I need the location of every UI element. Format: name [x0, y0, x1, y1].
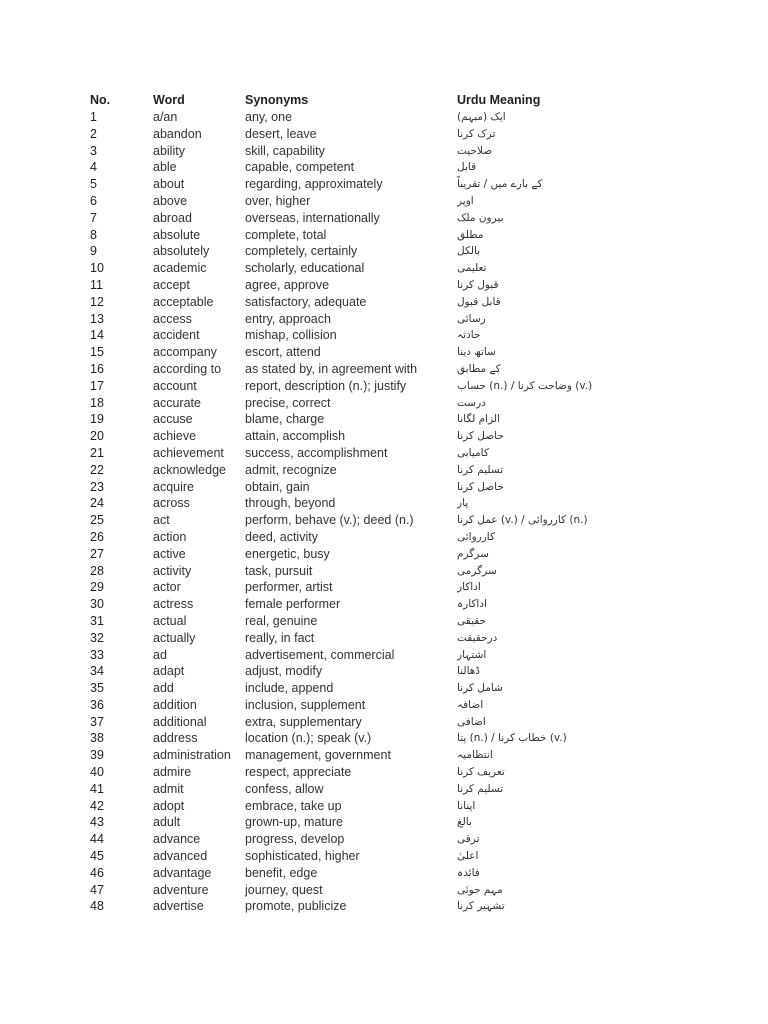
synonyms-cell: desert, leave [245, 126, 317, 141]
urdu-meaning-cell: بیرون ملک [457, 211, 504, 224]
table-row [90, 294, 690, 311]
synonyms-cell: agree, approve [245, 277, 330, 292]
word-cell: accept [153, 277, 190, 292]
synonyms-cell: include, append [245, 681, 334, 696]
synonyms-cell: female performer [245, 597, 341, 612]
row-number: 48 [90, 899, 104, 914]
table-row [90, 579, 690, 596]
word-cell: accompany [153, 345, 217, 360]
row-number: 33 [90, 647, 104, 662]
urdu-meaning-cell: قابل قبول [457, 295, 501, 308]
table-row [90, 882, 690, 899]
urdu-meaning-cell: ایک (مبہم) [457, 111, 506, 123]
table-row [90, 243, 690, 260]
word-cell: actress [153, 597, 194, 612]
row-number: 20 [90, 429, 104, 444]
row-number: 36 [90, 697, 104, 712]
synonyms-cell: perform, behave (v.); deed (n.) [245, 513, 414, 528]
urdu-meaning-cell: ڈھالنا [457, 665, 480, 678]
word-cell: active [153, 546, 186, 561]
urdu-meaning-cell: اضافہ [457, 698, 484, 711]
row-number: 2 [90, 126, 97, 141]
table-row [90, 495, 690, 512]
row-number: 46 [90, 865, 104, 880]
table-row [90, 479, 690, 496]
synonyms-cell: over, higher [245, 193, 311, 208]
urdu-meaning-cell: کے بارے میں / تقریباً [457, 178, 543, 191]
urdu-meaning-cell: سرگرم [457, 547, 489, 560]
urdu-meaning-cell: الزام لگانا [457, 413, 500, 426]
synonyms-cell: progress, develop [245, 832, 345, 847]
urdu-meaning-cell: حساب (n.) / وضاحت کرنا (v.) [457, 379, 593, 392]
header-urdu-meaning: Urdu Meaning [457, 93, 541, 107]
row-number: 24 [90, 496, 104, 511]
urdu-meaning-cell: اعلیٰ [457, 850, 479, 863]
row-number: 41 [90, 781, 104, 796]
synonyms-cell: benefit, edge [245, 865, 318, 880]
table-row [90, 411, 690, 428]
table-row [90, 361, 690, 378]
urdu-meaning-cell: حادثہ [457, 329, 481, 342]
table-row [90, 428, 690, 445]
header-synonyms: Synonyms [245, 93, 309, 107]
table-row [90, 210, 690, 227]
word-cell: acknowledge [153, 462, 226, 477]
row-number: 21 [90, 445, 104, 460]
word-cell: access [153, 311, 192, 326]
synonyms-cell: respect, appreciate [245, 765, 352, 780]
urdu-meaning-cell: تعریف کرنا [457, 766, 505, 779]
synonyms-cell: satisfactory, adequate [245, 294, 367, 309]
synonyms-cell: any, one [245, 110, 293, 124]
urdu-meaning-cell: اشتہار [457, 648, 487, 661]
word-cell: action [153, 529, 187, 544]
urdu-meaning-cell: حقیقی [457, 614, 487, 627]
row-number: 6 [90, 193, 97, 208]
word-cell: ad [153, 647, 167, 662]
urdu-meaning-cell: ترقی [457, 833, 480, 846]
urdu-meaning-cell: تشہیر کرنا [457, 900, 505, 913]
urdu-meaning-cell: انتظامیہ [457, 749, 493, 762]
urdu-meaning-cell: اپنانا [457, 799, 476, 812]
urdu-meaning-cell: قبول کرنا [457, 278, 499, 291]
row-number: 42 [90, 798, 104, 813]
synonyms-cell: really, in fact [245, 630, 315, 645]
urdu-meaning-cell: اوپر [457, 194, 474, 207]
vocabulary-sheet [90, 92, 690, 915]
table-row [90, 781, 690, 798]
word-cell: admit [153, 781, 184, 796]
row-number: 12 [90, 294, 104, 309]
row-number: 30 [90, 597, 104, 612]
urdu-meaning-cell: تعلیمی [457, 262, 487, 275]
synonyms-cell: sophisticated, higher [245, 849, 360, 864]
row-number: 22 [90, 462, 104, 477]
table-row [90, 344, 690, 361]
synonyms-cell: scholarly, educational [245, 261, 365, 276]
word-cell: act [153, 513, 170, 528]
word-cell: across [153, 496, 190, 511]
row-number: 13 [90, 311, 104, 326]
word-cell: advertise [153, 899, 204, 914]
word-cell: acquire [153, 479, 194, 494]
table-row [90, 227, 690, 244]
word-cell: advantage [153, 865, 212, 880]
synonyms-cell: deed, activity [245, 529, 318, 544]
word-cell: add [153, 681, 174, 696]
synonyms-cell: advertisement, commercial [245, 647, 395, 662]
word-cell: actor [153, 580, 181, 595]
row-number: 39 [90, 748, 104, 763]
word-cell: adopt [153, 798, 185, 813]
urdu-meaning-cell: پار [457, 497, 469, 510]
row-number: 31 [90, 613, 104, 628]
word-cell: actual [153, 613, 187, 628]
synonyms-cell: inclusion, supplement [245, 697, 366, 712]
word-cell: accuse [153, 412, 193, 427]
row-number: 17 [90, 378, 104, 393]
synonyms-cell: energetic, busy [245, 546, 330, 561]
row-number: 9 [90, 244, 97, 259]
row-number: 3 [90, 143, 97, 158]
synonyms-cell: obtain, gain [245, 479, 310, 494]
urdu-meaning-cell: مہم جوئی [457, 883, 503, 896]
table-row [90, 109, 690, 126]
table-row [90, 546, 690, 563]
table-row [90, 176, 690, 193]
table-row [90, 311, 690, 328]
table-row [90, 260, 690, 277]
urdu-meaning-cell: مطلق [457, 228, 484, 241]
row-number: 34 [90, 664, 104, 679]
table-row [90, 378, 690, 395]
word-cell: academic [153, 261, 207, 276]
row-number: 45 [90, 849, 104, 864]
table-row [90, 798, 690, 815]
row-number: 44 [90, 832, 104, 847]
urdu-meaning-cell: ترک کرنا [457, 127, 496, 140]
row-number: 14 [90, 328, 104, 343]
table-row [90, 445, 690, 462]
word-cell: above [153, 193, 188, 208]
synonyms-cell: report, description (n.); justify [245, 378, 407, 393]
word-cell: actually [153, 630, 196, 645]
word-cell: according to [153, 361, 222, 376]
table-row [90, 764, 690, 781]
row-number: 15 [90, 345, 104, 360]
table-row [90, 126, 690, 143]
table-row [90, 730, 690, 747]
synonyms-cell: real, genuine [245, 613, 318, 628]
urdu-meaning-cell: صلاحیت [457, 144, 493, 157]
urdu-meaning-cell: قابل [457, 161, 477, 174]
synonyms-cell: capable, competent [245, 160, 355, 175]
synonyms-cell: overseas, internationally [245, 210, 380, 225]
table-row [90, 143, 690, 160]
word-cell: acceptable [153, 294, 214, 309]
word-cell: addition [153, 697, 197, 712]
table-row [90, 512, 690, 529]
urdu-meaning-cell: اضافی [457, 715, 486, 728]
row-number: 27 [90, 546, 104, 561]
row-number: 43 [90, 815, 104, 830]
synonyms-cell: completely, certainly [245, 244, 358, 259]
table-row [90, 898, 690, 915]
table-row [90, 529, 690, 546]
row-number: 1 [90, 110, 97, 124]
row-number: 18 [90, 395, 104, 410]
table-row [90, 395, 690, 412]
urdu-meaning-cell: سرگرمی [457, 564, 497, 577]
row-number: 37 [90, 714, 104, 729]
table-row [90, 680, 690, 697]
word-cell: achievement [153, 445, 224, 460]
row-number: 7 [90, 210, 97, 225]
row-number: 5 [90, 177, 97, 192]
word-cell: adapt [153, 664, 185, 679]
synonyms-cell: through, beyond [245, 496, 336, 511]
word-cell: a/an [153, 110, 178, 124]
word-cell: activity [153, 563, 192, 578]
synonyms-cell: skill, capability [245, 143, 325, 158]
word-cell: administration [153, 748, 231, 763]
table-row [90, 193, 690, 210]
urdu-meaning-cell: حاصل کرنا [457, 430, 504, 443]
row-number: 32 [90, 630, 104, 645]
word-cell: account [153, 378, 197, 393]
header-word: Word [153, 93, 185, 107]
table-row [90, 596, 690, 613]
synonyms-cell: location (n.); speak (v.) [245, 731, 372, 746]
word-cell: absolutely [153, 244, 210, 259]
word-cell: advance [153, 832, 201, 847]
word-cell: accurate [153, 395, 201, 410]
urdu-meaning-cell: رسائی [457, 312, 486, 325]
synonyms-cell: as stated by, in agreement with [245, 361, 418, 376]
synonyms-cell: precise, correct [245, 395, 331, 410]
urdu-meaning-cell: اداکار [457, 581, 481, 594]
row-number: 19 [90, 412, 104, 427]
synonyms-cell: entry, approach [245, 311, 331, 326]
urdu-meaning-cell: کے مطابق [457, 362, 501, 375]
synonyms-cell: confess, allow [245, 781, 324, 796]
word-cell: adventure [153, 882, 209, 897]
table-row [90, 814, 690, 831]
row-number: 4 [90, 160, 97, 175]
synonyms-cell: success, accomplishment [245, 445, 388, 460]
word-cell: able [153, 160, 177, 175]
row-number: 29 [90, 580, 104, 595]
header-no: No. [90, 93, 111, 107]
table-row [90, 630, 690, 647]
table-row [90, 327, 690, 344]
row-number: 35 [90, 681, 104, 696]
urdu-meaning-cell: ساتھ دینا [457, 346, 496, 359]
row-number: 16 [90, 361, 104, 376]
synonyms-cell: promote, publicize [245, 899, 347, 914]
word-cell: achieve [153, 429, 197, 444]
synonyms-cell: attain, accomplish [245, 429, 346, 444]
urdu-meaning-cell: عمل کرنا (v.) / کارروائی (n.) [457, 514, 588, 527]
synonyms-cell: mishap, collision [245, 328, 337, 343]
word-cell: additional [153, 714, 207, 729]
word-cell: absolute [153, 227, 201, 242]
row-number: 23 [90, 479, 104, 494]
row-number: 11 [90, 277, 103, 292]
row-number: 28 [90, 563, 104, 578]
vocabulary-table [90, 92, 690, 915]
urdu-meaning-cell: تسلیم کرنا [457, 782, 504, 795]
table-row [90, 831, 690, 848]
synonyms-cell: blame, charge [245, 412, 325, 427]
word-cell: ability [153, 143, 185, 158]
synonyms-cell: complete, total [245, 227, 327, 242]
table-header-row [90, 92, 690, 109]
urdu-meaning-cell: فائدہ [457, 866, 480, 879]
urdu-meaning-cell: حاصل کرنا [457, 480, 504, 493]
urdu-meaning-cell: اداکارہ [457, 598, 487, 611]
urdu-meaning-cell: شامل کرنا [457, 682, 503, 695]
word-cell: about [153, 177, 185, 192]
synonyms-cell: escort, attend [245, 345, 321, 360]
table-body [90, 109, 690, 915]
urdu-meaning-cell: کامیابی [457, 446, 489, 459]
urdu-meaning-cell: بالکل [457, 245, 481, 258]
table-row [90, 277, 690, 294]
synonyms-cell: embrace, take up [245, 798, 342, 813]
table-row [90, 714, 690, 731]
word-cell: abroad [153, 210, 192, 225]
table-row [90, 647, 690, 664]
row-number: 25 [90, 513, 104, 528]
synonyms-cell: regarding, approximately [245, 177, 383, 192]
word-cell: admire [153, 765, 192, 780]
urdu-meaning-cell: تسلیم کرنا [457, 463, 504, 476]
urdu-meaning-cell: درست [457, 396, 486, 409]
row-number: 47 [90, 882, 104, 897]
synonyms-cell: performer, artist [245, 580, 333, 595]
table-row [90, 663, 690, 680]
table-row [90, 848, 690, 865]
word-cell: advanced [153, 849, 208, 864]
table-row [90, 462, 690, 479]
word-cell: adult [153, 815, 181, 830]
synonyms-cell: journey, quest [245, 882, 323, 897]
row-number: 8 [90, 227, 97, 242]
urdu-meaning-cell: بالغ [457, 816, 472, 829]
urdu-meaning-cell: درحقیقت [457, 631, 498, 644]
synonyms-cell: extra, supplementary [245, 714, 362, 729]
word-cell: accident [153, 328, 200, 343]
synonyms-cell: management, government [245, 748, 391, 763]
synonyms-cell: adjust, modify [245, 664, 323, 679]
row-number: 26 [90, 529, 104, 544]
synonyms-cell: grown-up, mature [245, 815, 343, 830]
table-row [90, 865, 690, 882]
row-number: 10 [90, 261, 104, 276]
synonyms-cell: admit, recognize [245, 462, 337, 477]
word-cell: abandon [153, 126, 202, 141]
word-cell: address [153, 731, 198, 746]
row-number: 40 [90, 765, 104, 780]
table-row [90, 697, 690, 714]
urdu-meaning-cell: پتا (n.) / خطاب کرنا (v.) [457, 732, 567, 745]
table-row [90, 613, 690, 630]
synonyms-cell: task, pursuit [245, 563, 313, 578]
urdu-meaning-cell: کارروائی [457, 530, 496, 543]
table-row [90, 159, 690, 176]
table-row [90, 563, 690, 580]
table-row [90, 747, 690, 764]
row-number: 38 [90, 731, 104, 746]
